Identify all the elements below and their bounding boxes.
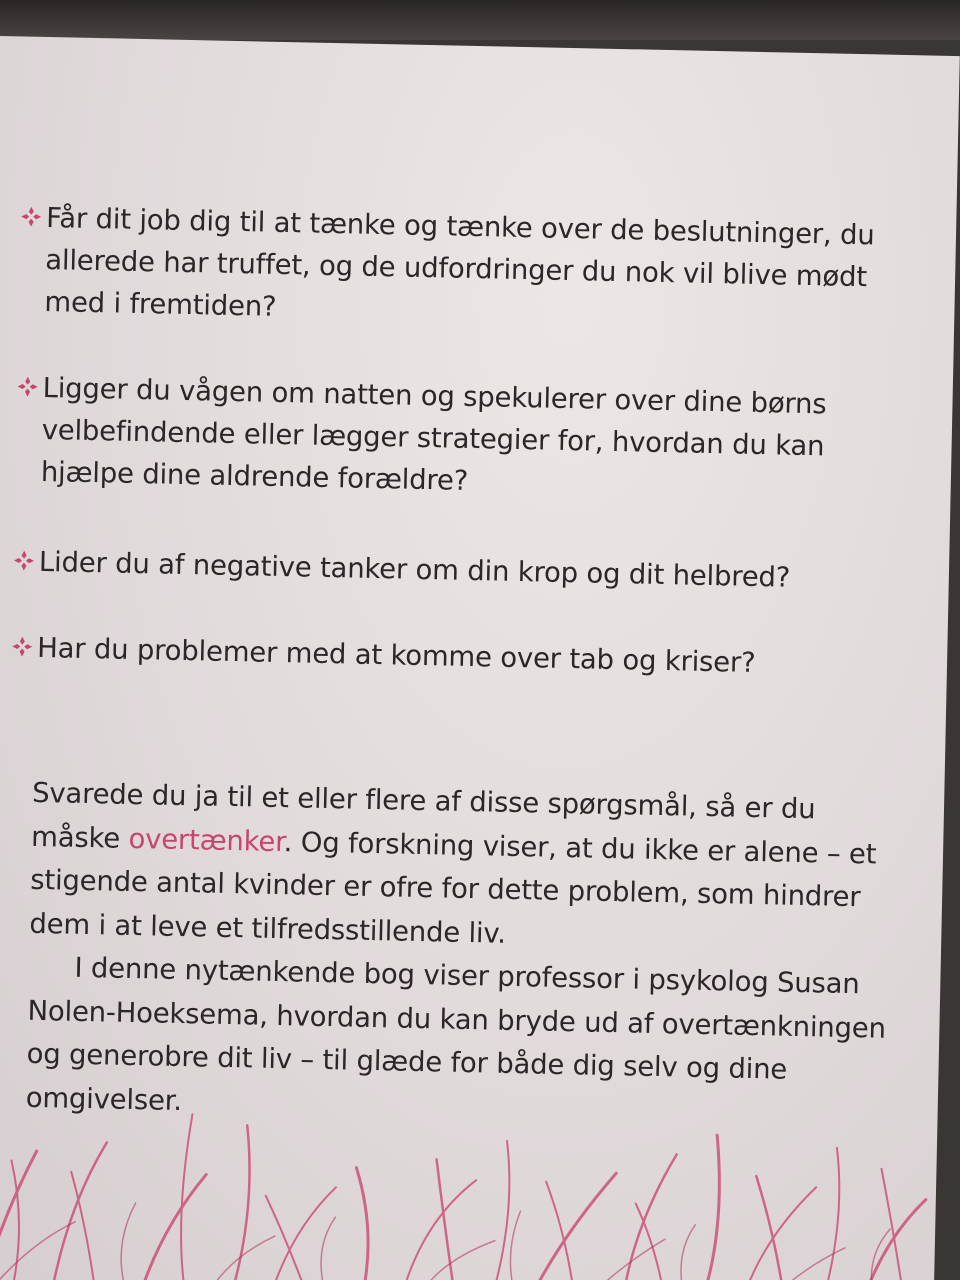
blurb-paragraph-1 bbox=[29, 772, 912, 964]
question-text: Får dit job dig til at tænke og tænke over de beslutninger, du allerede har truffet, og de udfordringer du nok vil blive mødt med i fremtiden? bbox=[44, 202, 875, 323]
highlight-term: overtænker bbox=[128, 822, 285, 858]
paragraph-indent bbox=[28, 976, 74, 977]
diamond-bullet-icon bbox=[16, 196, 47, 237]
question-item bbox=[14, 196, 916, 341]
diamond-bullet-icon bbox=[7, 626, 38, 667]
blurb-paragraph-2-text: I denne nytænkende bog viser professor i psykolog Susan Nolen-Hoeksema, hvordan du kan bryde ud af overtænkningen og generobre dit liv – til glæde for både dig selv og dine omgivelser. bbox=[25, 951, 887, 1117]
diamond-bullet-icon bbox=[12, 366, 43, 407]
diamond-bullet-icon bbox=[9, 540, 40, 581]
question-text: Ligger du vågen om natten og spekulerer over dine børns velbefindende eller lægger strategier for, hvordan du kan hjælpe dine aldrende forældre? bbox=[40, 371, 827, 497]
question-text: Har du problemer med at komme over tab og kriser? bbox=[36, 631, 756, 679]
question-item bbox=[7, 626, 908, 687]
question-text: Lider du af negative tanker om din krop og dit helbred? bbox=[38, 545, 791, 594]
book-back-cover bbox=[0, 36, 960, 1280]
blurb-text-before: Svarede du ja til et eller flere af disse spørgsmål, så er du måske bbox=[30, 776, 816, 855]
blurb-text-after: . Og forskning viser, at du ikke er alene – et stigende antal kvinder er ofre for dette problem, som hindrer dem i at leve et tilfredsstillende liv. bbox=[29, 825, 877, 950]
table-background bbox=[0, 0, 960, 40]
question-item bbox=[10, 366, 912, 511]
grass-illustration bbox=[0, 1050, 939, 1280]
question-item bbox=[9, 540, 910, 601]
